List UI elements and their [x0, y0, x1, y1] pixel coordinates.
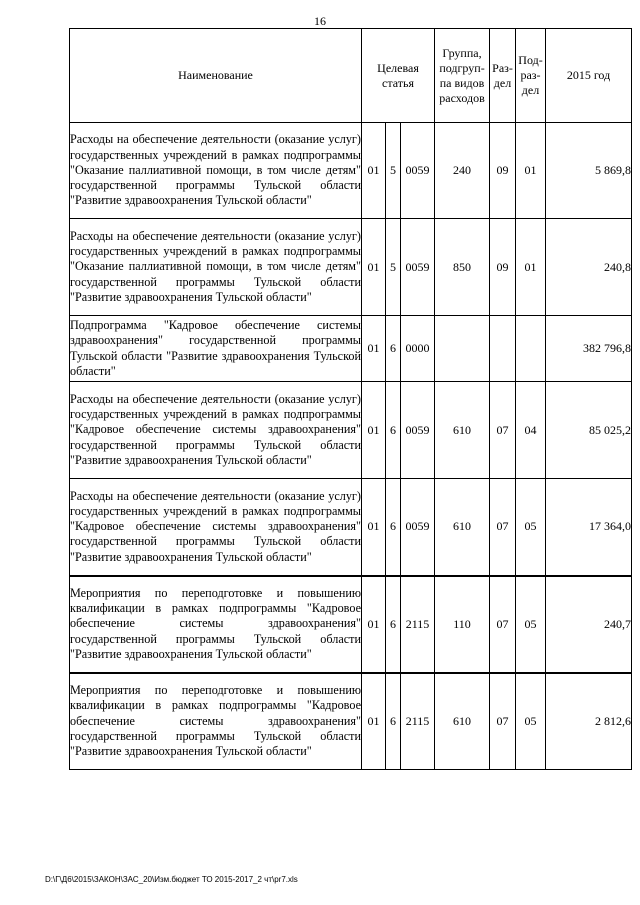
row-name: Мероприятия по переподготовке и повышению квалификации в рамках подпрограммы "Кадровое обеспечение системы здравоохранения" государственной программы Тульской области "Развитие здравоохранения Тульской области": [70, 673, 362, 770]
budget-table: [69, 28, 632, 770]
row-name: Расходы на обеспечение деятельности (оказание услуг) государственных учреждений в рамках подпрограммы "Кадровое обеспечение системы здравоохранения" государственной программы Тульской области "Развитие здравоохранения Тульской области": [70, 479, 362, 576]
table-header-row: [70, 29, 632, 123]
row-section: [490, 316, 516, 382]
row-amount: 17 364,0: [546, 479, 632, 576]
row-group: 110: [435, 576, 490, 673]
row-sub: 6: [386, 479, 401, 576]
row-name: Расходы на обеспечение деятельности (оказание услуг) государственных учреждений в рамках подпрограммы "Оказание паллиативной помощи, в том числе детям" государственной программы Тульской области "Развитие здравоохранения Тульской области": [70, 123, 362, 219]
row-code: 0000: [401, 316, 435, 382]
page-number: 16: [314, 14, 326, 28]
row-amount: 85 025,2: [546, 382, 632, 479]
row-group: 610: [435, 673, 490, 770]
row-group: [435, 316, 490, 382]
row-subsection: 01: [516, 219, 546, 316]
header-group: Группа, подгруп-па видов расходов: [435, 29, 490, 123]
table-row: [70, 382, 632, 479]
row-code: 2115: [401, 576, 435, 673]
table-row: [70, 219, 632, 316]
row-amount: 5 869,8: [546, 123, 632, 219]
row-subsection: 04: [516, 382, 546, 479]
row-sub: 5: [386, 219, 401, 316]
row-sub: 6: [386, 316, 401, 382]
row-sub: 5: [386, 123, 401, 219]
row-section: 07: [490, 479, 516, 576]
header-subsection: Под-раз-дел: [516, 29, 546, 123]
row-name: Подпрограмма "Кадровое обеспечение системы здравоохранения" государственной программы Тульской области "Развитие здравоохранения Тульской области": [70, 316, 362, 382]
table-row: [70, 479, 632, 576]
row-subsection: 05: [516, 576, 546, 673]
row-code: 2115: [401, 673, 435, 770]
row-name: Мероприятия по переподготовке и повышению квалификации в рамках подпрограммы "Кадровое обеспечение системы здравоохранения" государственной программы Тульской области "Развитие здравоохранения Тульской области": [70, 576, 362, 673]
row-group: 240: [435, 123, 490, 219]
row-sub: 6: [386, 576, 401, 673]
row-section: 07: [490, 576, 516, 673]
row-sub: 6: [386, 382, 401, 479]
table-row: [70, 123, 632, 219]
header-name: Наименование: [70, 29, 362, 123]
row-code: 0059: [401, 382, 435, 479]
row-code: 0059: [401, 219, 435, 316]
row-prog: 01: [362, 219, 386, 316]
row-prog: 01: [362, 479, 386, 576]
row-amount: 2 812,6: [546, 673, 632, 770]
row-group: 610: [435, 479, 490, 576]
row-name: Расходы на обеспечение деятельности (оказание услуг) государственных учреждений в рамках подпрограммы "Оказание паллиативной помощи, в том числе детям" государственной программы Тульской области "Развитие здравоохранения Тульской области": [70, 219, 362, 316]
row-prog: 01: [362, 673, 386, 770]
row-section: 09: [490, 219, 516, 316]
row-amount: 382 796,8: [546, 316, 632, 382]
footer-file-path: D:\Г\Д6\2015\ЗАКОН\ЗАС_20\Изм.бюджет ТО 2015-2017_2 чт\pr7.xls: [45, 875, 298, 884]
table-row: [70, 316, 632, 382]
row-group: 610: [435, 382, 490, 479]
row-amount: 240,7: [546, 576, 632, 673]
header-section: Раз-дел: [490, 29, 516, 123]
table-row: [70, 673, 632, 770]
row-section: 07: [490, 673, 516, 770]
row-subsection: 05: [516, 673, 546, 770]
header-target-article: Целевая статья: [362, 29, 435, 123]
row-section: 07: [490, 382, 516, 479]
row-name: Расходы на обеспечение деятельности (оказание услуг) государственных учреждений в рамках подпрограммы "Кадровое обеспечение системы здравоохранения" государственной программы Тульской области "Развитие здравоохранения Тульской области": [70, 382, 362, 479]
row-prog: 01: [362, 123, 386, 219]
row-subsection: 01: [516, 123, 546, 219]
row-code: 0059: [401, 123, 435, 219]
row-subsection: 05: [516, 479, 546, 576]
row-section: 09: [490, 123, 516, 219]
table-row: [70, 576, 632, 673]
row-code: 0059: [401, 479, 435, 576]
row-prog: 01: [362, 576, 386, 673]
row-amount: 240,8: [546, 219, 632, 316]
row-group: 850: [435, 219, 490, 316]
row-prog: 01: [362, 382, 386, 479]
header-year: 2015 год: [546, 29, 632, 123]
row-sub: 6: [386, 673, 401, 770]
row-subsection: [516, 316, 546, 382]
row-prog: 01: [362, 316, 386, 382]
